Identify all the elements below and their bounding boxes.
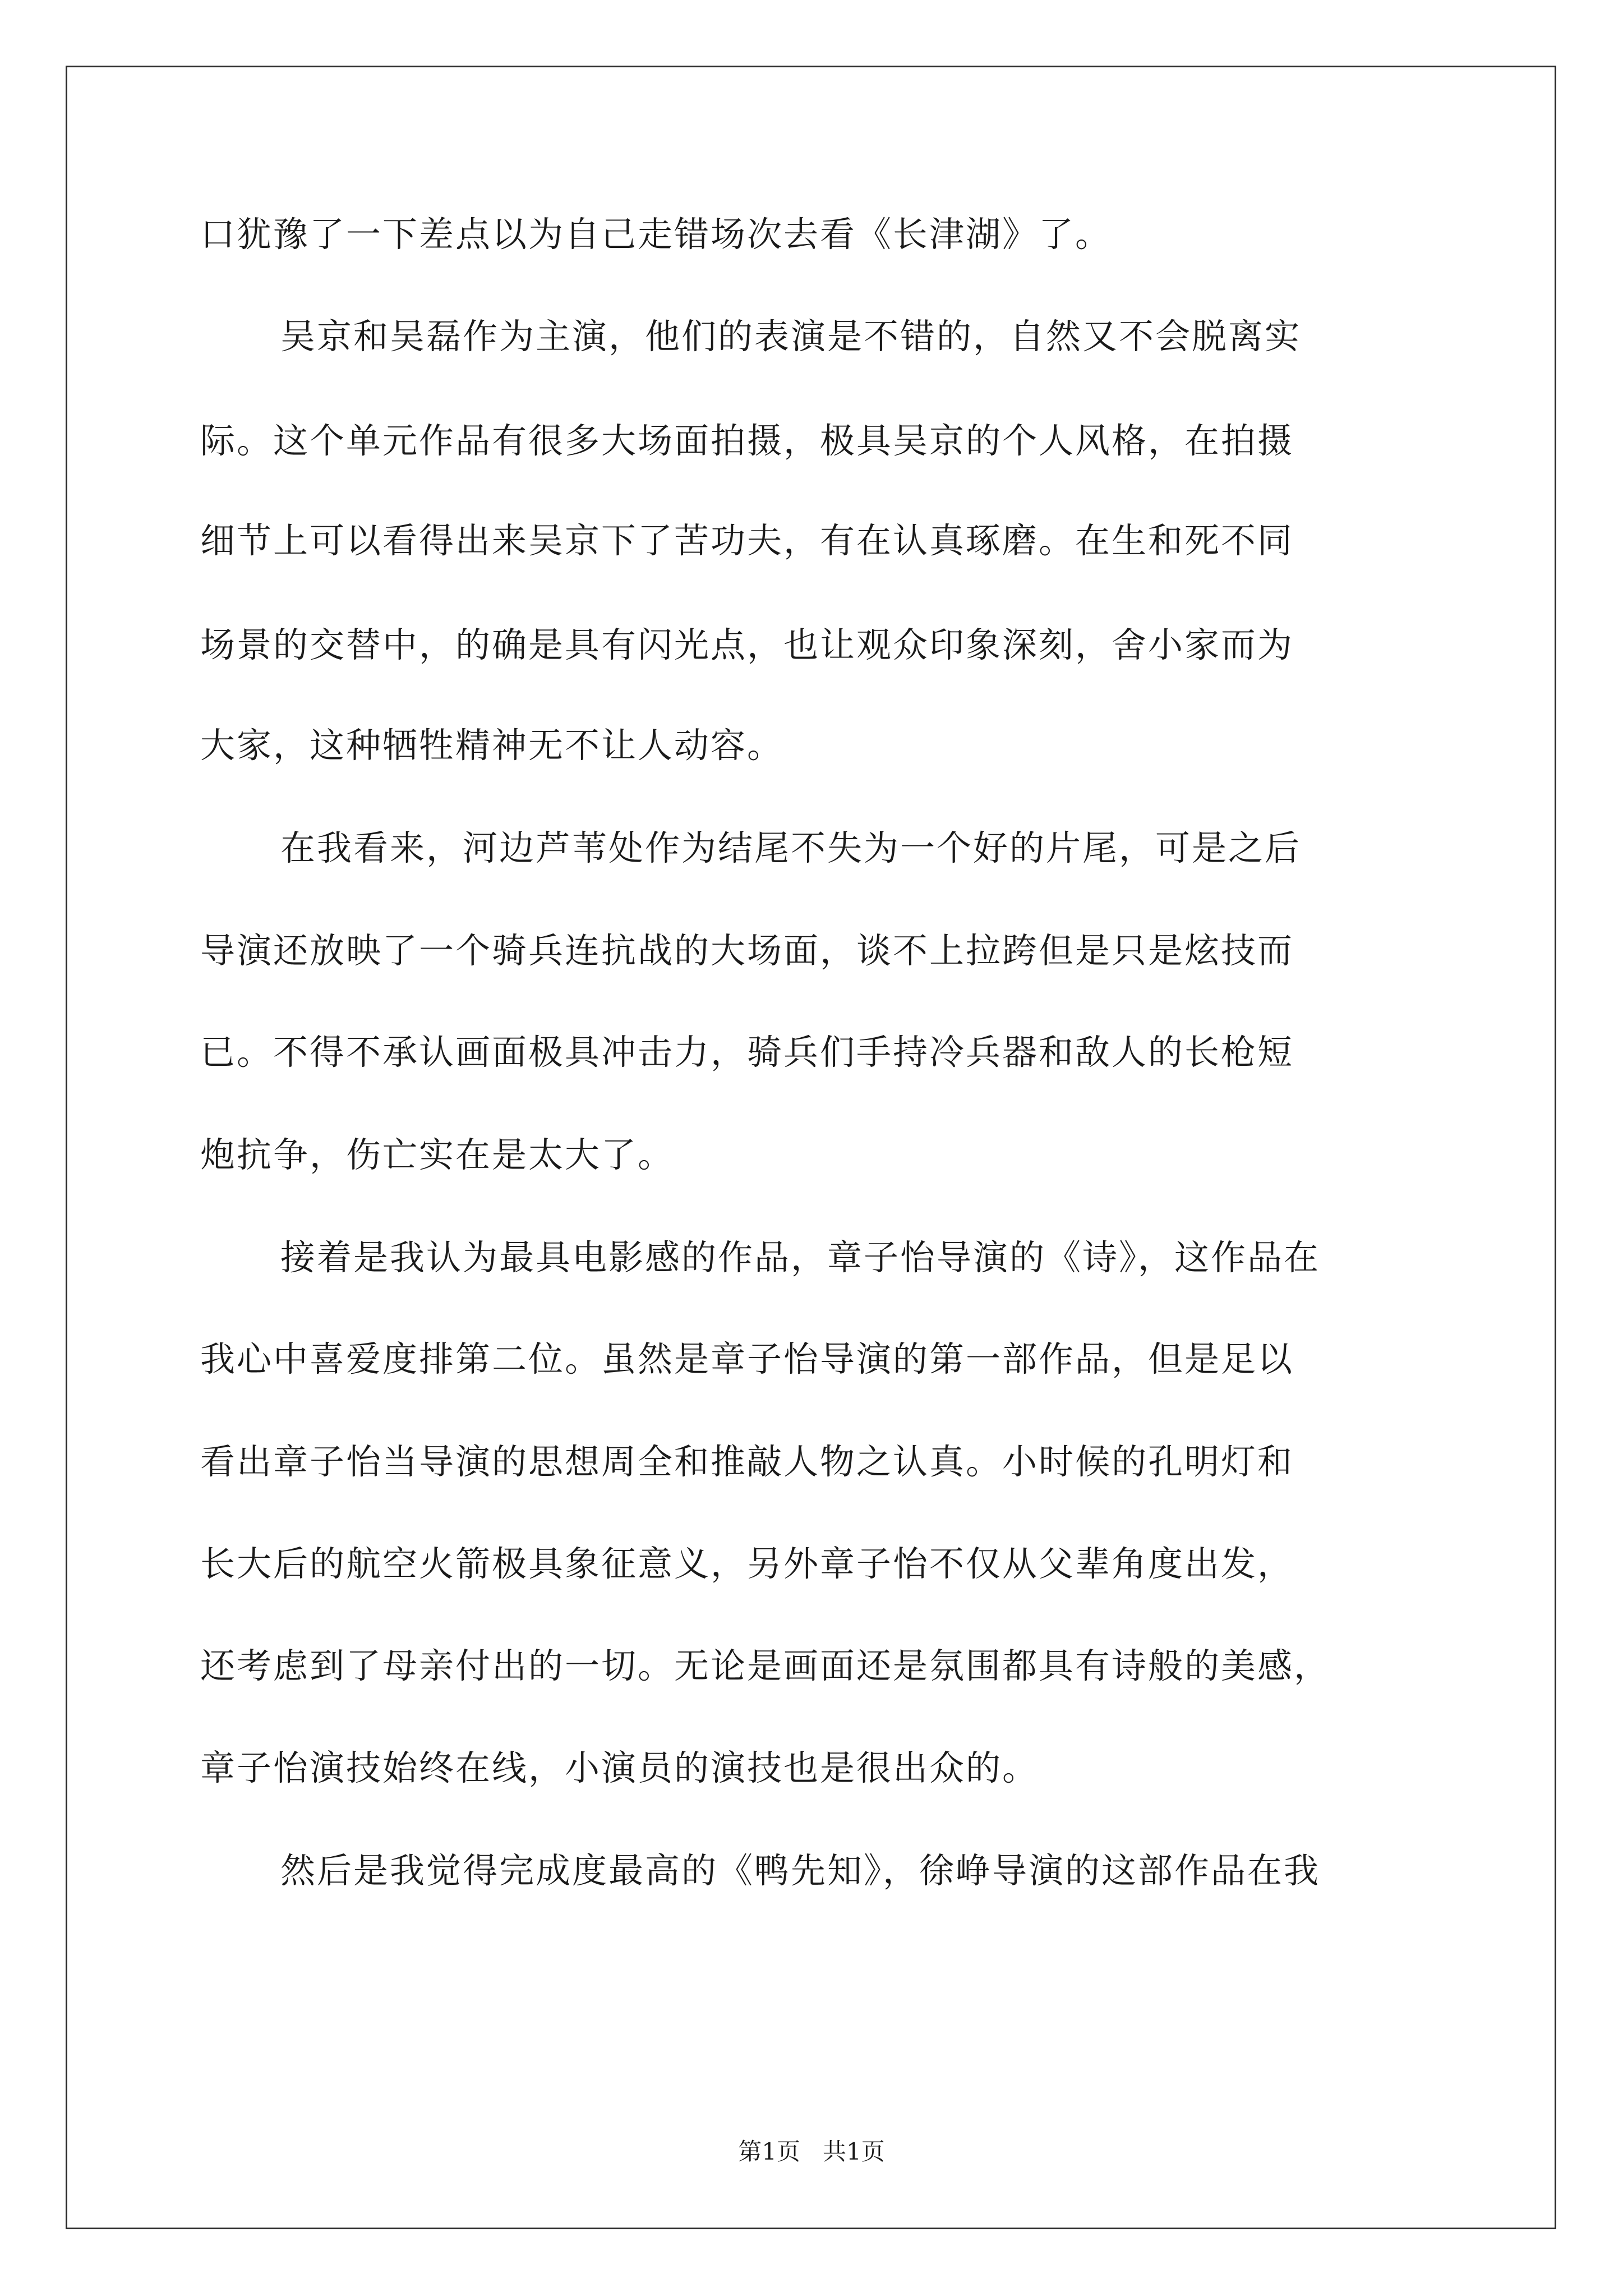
text-line: 看出章子怡当导演的思想周全和推敲人物之认真。小时候的孔明灯和 (200, 1441, 1294, 1482)
text-line: 吴京和吴磊作为主演，他们的表演是不错的，自然又不会脱离实 (280, 316, 1302, 357)
text-line: 然后是我觉得完成度最高的《鸭先知》，徐峥导演的这部作品在我 (280, 1850, 1321, 1891)
page-number-footer: 第1页 共1页 (738, 2138, 885, 2165)
text-line: 际。这个单元作品有很多大场面拍摄，极具吴京的个人风格，在拍摄 (200, 420, 1294, 461)
text-line: 已。不得不承认画面极具冲击力，骑兵们手持冷兵器和敌人的长枪短 (200, 1032, 1294, 1073)
text-line: 接着是我认为最具电影感的作品，章子怡导演的《诗》，这作品在 (280, 1237, 1321, 1278)
text-line: 在我看来，河边芦苇处作为结尾不失为一个好的片尾，可是之后 (280, 827, 1302, 868)
text-line: 细节上可以看得出来吴京下了苦功夫，有在认真琢磨。在生和死不同 (200, 520, 1294, 561)
text-line: 导演还放映了一个骑兵连抗战的大场面，谈不上拉跨但是只是炫技而 (200, 930, 1294, 971)
text-line: 大家，这种牺牲精神无不让人动容。 (200, 725, 784, 766)
text-line: 长大后的航空火箭极具象征意义，另外章子怡不仅从父辈角度出发， (200, 1543, 1294, 1584)
text-line: 章子怡演技始终在线，小演员的演技也是很出众的。 (200, 1747, 1039, 1788)
text-line: 场景的交替中，的确是具有闪光点，也让观众印象深刻，舍小家而为 (200, 624, 1294, 665)
text-line: 还考虑到了母亲付出的一切。无论是画面还是氛围都具有诗般的美感， (200, 1645, 1331, 1686)
text-line: 炮抗争，伤亡实在是太大了。 (200, 1134, 675, 1175)
text-line: 口犹豫了一下差点以为自己走错场次去看《长津湖》了。 (200, 214, 1112, 255)
text-line: 我心中喜爱度排第二位。虽然是章子怡导演的第一部作品，但是足以 (200, 1338, 1294, 1379)
